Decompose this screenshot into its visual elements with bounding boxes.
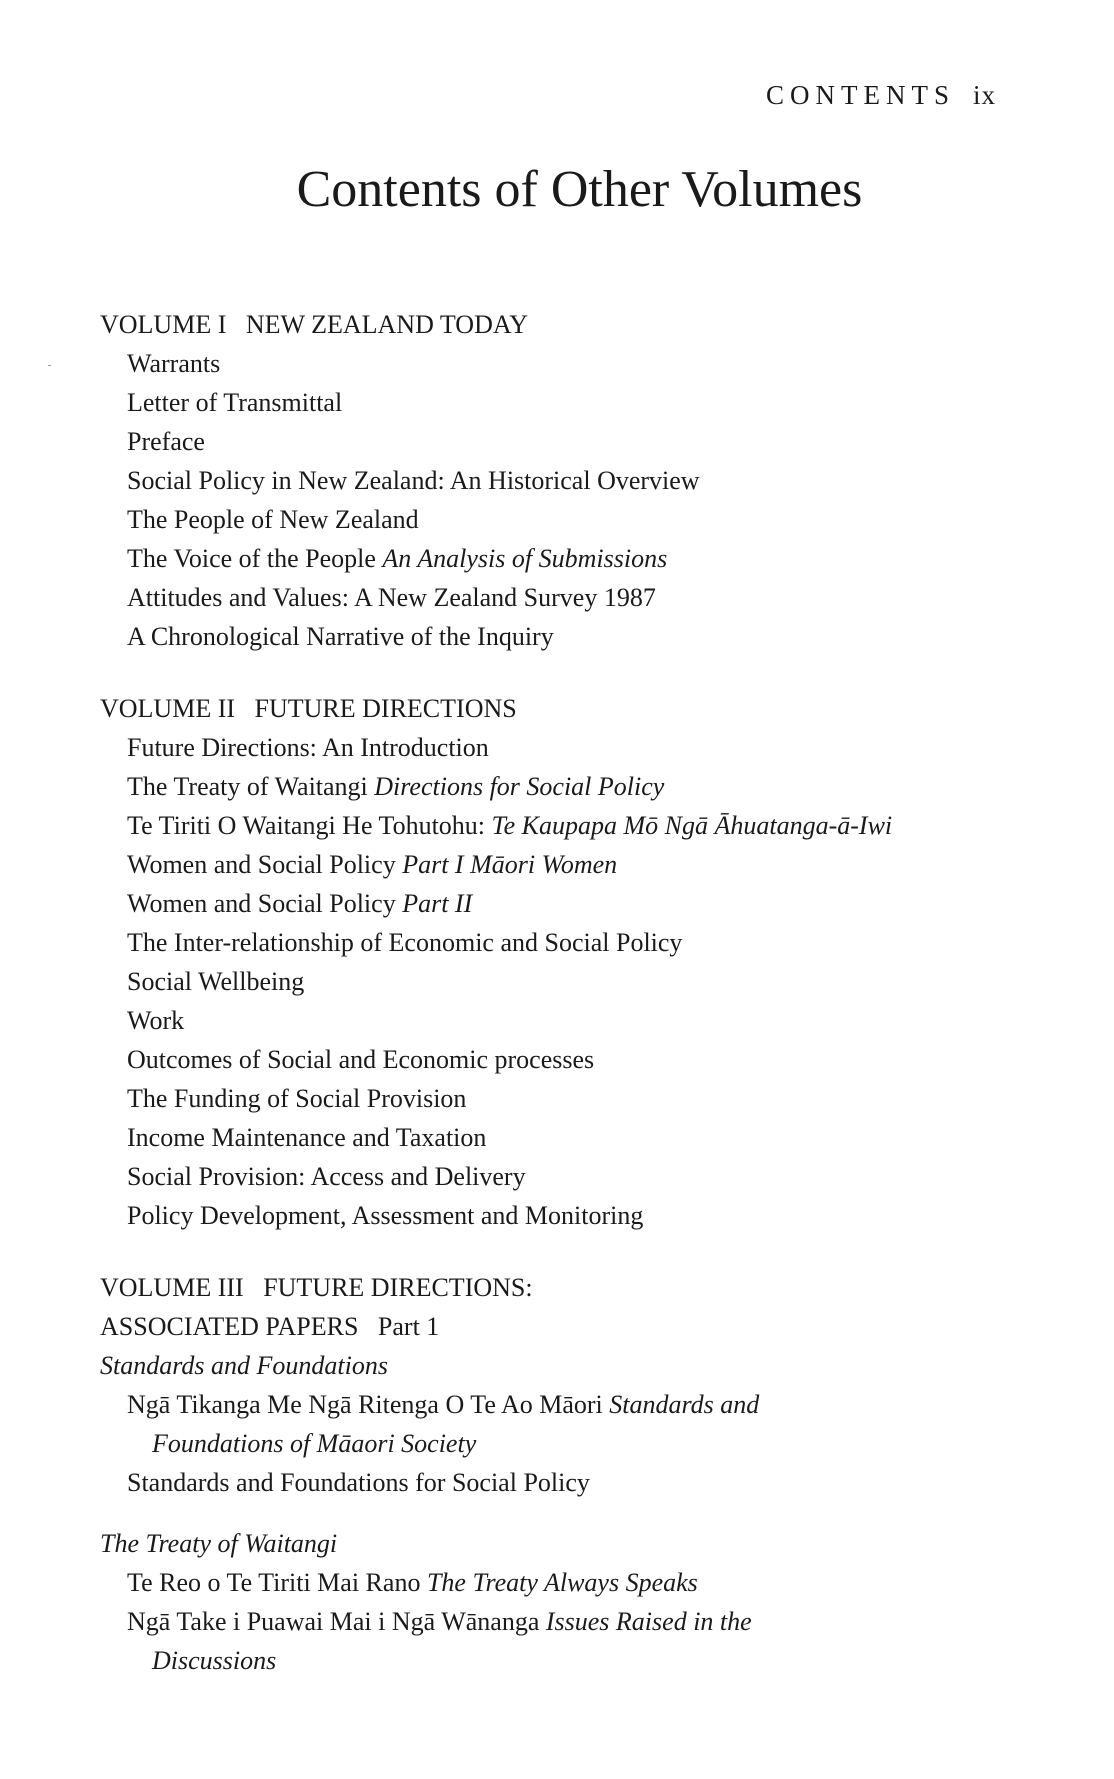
list-item: Standards and Foundations for Social Policy bbox=[127, 1468, 590, 1497]
volume-heading-line2 bbox=[100, 1307, 1030, 1346]
volume-3 bbox=[100, 1268, 1030, 1680]
list-item: Ngā Tikanga Me Ngā Ritenga O Te Ao Māori Standards and Foundations of Māaori Society bbox=[127, 1390, 760, 1458]
volume-name: NEW ZEALAND TODAY bbox=[245, 310, 529, 339]
volume-heading bbox=[100, 689, 1030, 728]
list-item: Policy Development, Assessment and Monitoring bbox=[127, 1201, 644, 1230]
list-item: Te Reo o Te Tiriti Mai Rano The Treaty Always Speaks bbox=[127, 1568, 698, 1597]
list-item: Attitudes and Values: A New Zealand Survey 1987 bbox=[127, 583, 656, 612]
list-item: Ngā Take i Puawai Mai i Ngā Wānanga Issues Raised in the Discussions bbox=[127, 1607, 752, 1675]
list-item: The People of New Zealand bbox=[127, 505, 419, 534]
page-number: ix bbox=[972, 80, 996, 110]
list-item: Warrants bbox=[127, 349, 221, 378]
list-item: Future Directions: An Introduction bbox=[127, 733, 489, 762]
list-item: A Chronological Narrative of the Inquiry bbox=[127, 622, 554, 651]
scan-mark bbox=[48, 365, 51, 366]
volume-heading bbox=[100, 305, 1030, 344]
list-item: Social Provision: Access and Delivery bbox=[127, 1162, 526, 1191]
contents-list bbox=[100, 305, 1030, 1713]
volume-number: VOLUME III bbox=[100, 1273, 244, 1302]
list-item: Letter of Transmittal bbox=[127, 388, 343, 417]
list-item: Women and Social Policy Part II bbox=[127, 889, 473, 918]
volume-heading bbox=[100, 1268, 1030, 1307]
list-item: Te Tiriti O Waitangi He Tohutohu: Te Kaupapa Mō Ngā Āhuatanga-ā-Iwi bbox=[127, 811, 893, 840]
volume-part: Part 1 bbox=[377, 1312, 440, 1341]
running-header bbox=[766, 80, 996, 111]
volume-name: FUTURE DIRECTIONS: bbox=[263, 1273, 533, 1302]
list-item: The Treaty of Waitangi Directions for Social Policy bbox=[127, 772, 665, 801]
list-item: Work bbox=[127, 1006, 185, 1035]
list-item: The Inter-relationship of Economic and Social Policy bbox=[127, 928, 683, 957]
volume-number: VOLUME II bbox=[100, 694, 236, 723]
volume-1 bbox=[100, 305, 1030, 656]
list-item: Outcomes of Social and Economic processes bbox=[127, 1045, 595, 1074]
volume-name-line2: ASSOCIATED PAPERS bbox=[100, 1312, 359, 1341]
volume-name: FUTURE DIRECTIONS bbox=[254, 694, 517, 723]
list-item: Women and Social Policy Part I Māori Women bbox=[127, 850, 618, 879]
running-title: CONTENTS bbox=[765, 80, 955, 110]
volume-2 bbox=[100, 689, 1030, 1235]
section-heading: Standards and Foundations bbox=[100, 1351, 388, 1380]
list-item: The Voice of the People An Analysis of Submissions bbox=[127, 544, 668, 573]
volume-number: VOLUME I bbox=[100, 310, 227, 339]
list-item: Preface bbox=[127, 427, 205, 456]
list-item: The Funding of Social Provision bbox=[127, 1084, 467, 1113]
list-item: Income Maintenance and Taxation bbox=[127, 1123, 487, 1152]
list-item: Social Wellbeing bbox=[127, 967, 305, 996]
page-title: Contents of Other Volumes bbox=[296, 161, 863, 218]
list-item: Social Policy in New Zealand: An Historical Overview bbox=[127, 466, 700, 495]
section-heading: The Treaty of Waitangi bbox=[100, 1529, 338, 1558]
